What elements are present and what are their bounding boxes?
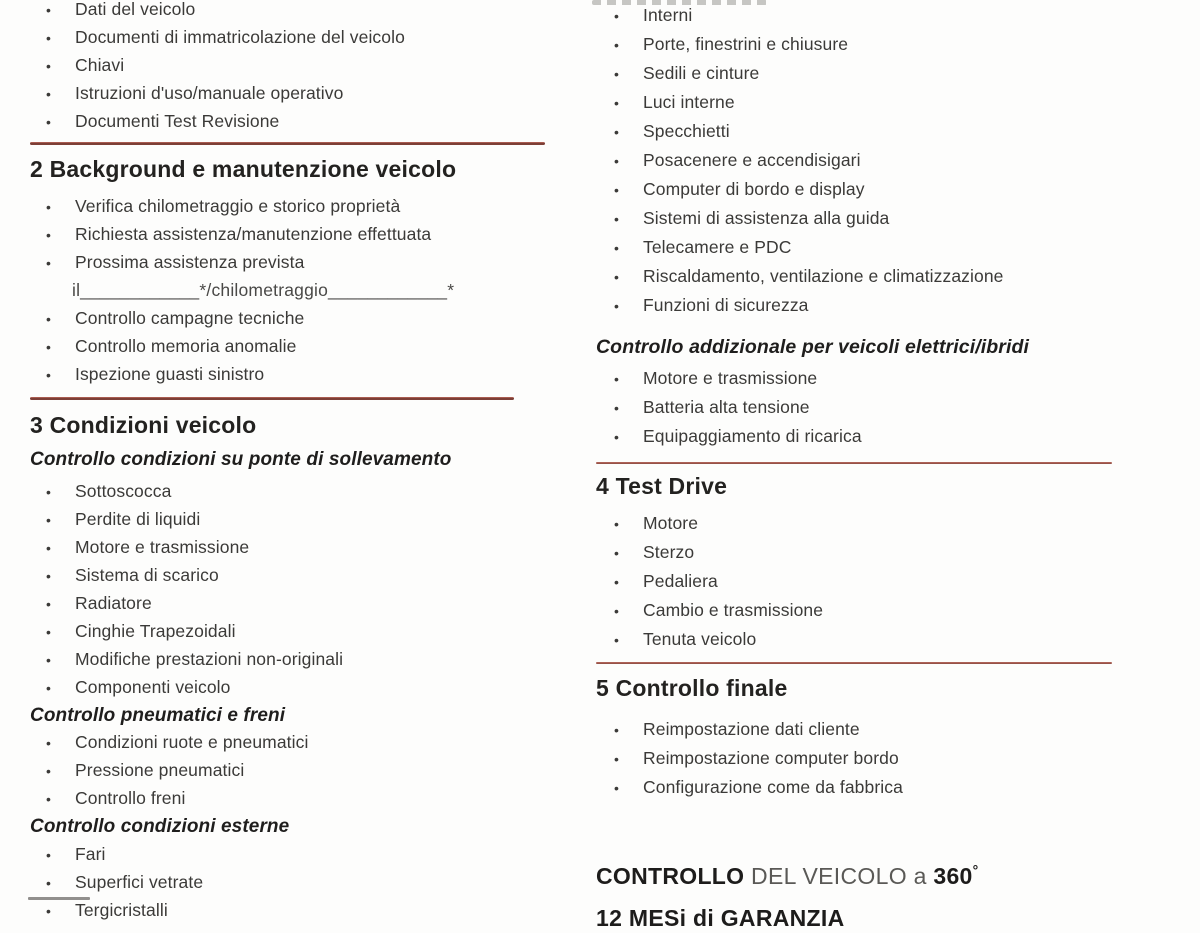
- left-column: [30, 0, 562, 925]
- section-heading-condizioni: 3 Condizioni veicolo: [30, 412, 257, 438]
- bullet-icon: •: [46, 735, 52, 751]
- list-item-label: Cinghie Trapezoidali: [75, 621, 236, 641]
- footer-garanzia: 12 MESi di GARANZIA: [596, 905, 845, 931]
- bullet-icon: •: [614, 722, 620, 738]
- bullet-icon: •: [614, 298, 620, 314]
- elettrici-list: [596, 364, 1144, 451]
- bullet-icon: •: [46, 2, 52, 18]
- list-item: [30, 562, 562, 590]
- list-item: [596, 59, 1144, 88]
- bullet-icon: •: [614, 400, 620, 416]
- section2-list-b: [30, 305, 562, 389]
- list-item: [596, 364, 1144, 393]
- list-item: [30, 333, 562, 361]
- section-heading-controllo-finale: 5 Controllo finale: [596, 675, 788, 701]
- bullet-icon: •: [614, 516, 620, 532]
- list-item: [30, 108, 562, 136]
- bullet-icon: •: [46, 114, 52, 130]
- list-item-label: Sistemi di assistenza alla guida: [643, 208, 890, 228]
- list-item-label: Batteria alta tensione: [643, 397, 810, 417]
- list-item: [30, 221, 562, 249]
- list-item: [30, 674, 562, 702]
- list-item-label: Chiavi: [75, 55, 125, 75]
- subsection-heading-ponte: Controllo condizioni su ponte di sollevamento: [30, 449, 452, 470]
- bullet-icon: •: [614, 240, 620, 256]
- list-item: [30, 0, 562, 24]
- list-item-label: Sistema di scarico: [75, 565, 219, 585]
- bullet-icon: •: [614, 37, 620, 53]
- list-item-label: Ispezione guasti sinistro: [75, 364, 265, 384]
- bullet-icon: •: [614, 751, 620, 767]
- bullet-icon: •: [46, 791, 52, 807]
- list-item-label: Richiesta assistenza/manutenzione effettuata: [75, 224, 432, 244]
- list-item: [596, 567, 1144, 596]
- section-divider: [596, 462, 1112, 464]
- subsection-heading-elettrici: Controllo addizionale per veicoli elettrici/ibridi: [596, 336, 1029, 358]
- list-item: [596, 117, 1144, 146]
- list-item-label: Motore: [643, 513, 699, 533]
- list-item-label: Motore e trasmissione: [75, 537, 250, 557]
- list-item: [30, 869, 562, 897]
- footer-bold-controllo: CONTROLLO: [596, 863, 745, 889]
- section-divider: [30, 397, 514, 400]
- section1-list: [30, 0, 562, 136]
- bullet-icon: •: [614, 545, 620, 561]
- list-item: [30, 646, 562, 674]
- bullet-icon: •: [46, 86, 52, 102]
- list-item: [30, 249, 562, 277]
- list-item-label: Pressione pneumatici: [75, 760, 245, 780]
- right-column: [596, 0, 1144, 933]
- list-item-label: Controllo campagne tecniche: [75, 308, 305, 328]
- list-item-label: Specchietti: [643, 121, 730, 141]
- bullet-icon: •: [46, 652, 52, 668]
- list-item-label: Sottoscocca: [75, 481, 172, 501]
- bullet-icon: •: [46, 30, 52, 46]
- bullet-icon: •: [614, 574, 620, 590]
- test-drive-list: [596, 509, 1144, 654]
- list-item: [30, 785, 562, 813]
- list-item: [30, 506, 562, 534]
- list-item-label: Interni: [643, 5, 693, 25]
- bullet-icon: •: [614, 429, 620, 445]
- list-item-label: Fari: [75, 844, 106, 864]
- list-item-label: Componenti veicolo: [75, 677, 231, 697]
- list-item-label: Telecamere e PDC: [643, 237, 792, 257]
- bullet-icon: •: [46, 624, 52, 640]
- bullet-icon: •: [614, 371, 620, 387]
- list-item: [596, 30, 1144, 59]
- list-item: [30, 52, 562, 80]
- list-item-label: Controllo memoria anomalie: [75, 336, 297, 356]
- section-heading-background: 2 Background e manutenzione veicolo: [30, 156, 457, 182]
- list-item: [596, 773, 1144, 802]
- footer-bold-360: 360: [933, 863, 973, 889]
- bullet-icon: •: [46, 568, 52, 584]
- list-item-label: Documenti Test Revisione: [75, 111, 280, 131]
- bullet-icon: •: [46, 847, 52, 863]
- list-item-label: Istruzioni d'uso/manuale operativo: [75, 83, 344, 103]
- list-item: [596, 175, 1144, 204]
- bullet-icon: •: [614, 95, 620, 111]
- bullet-icon: •: [614, 269, 620, 285]
- subsection-heading-esterne: Controllo condizioni esterne: [30, 816, 290, 837]
- list-item: [596, 204, 1144, 233]
- list-item-label: Funzioni di sicurezza: [643, 295, 809, 315]
- list-item: [596, 88, 1144, 117]
- list-item: [30, 193, 562, 221]
- list-item: [596, 538, 1144, 567]
- list-item: [596, 422, 1144, 451]
- list-item: [596, 625, 1144, 654]
- list-item-label: Tenuta veicolo: [643, 629, 757, 649]
- bullet-icon: •: [614, 632, 620, 648]
- esterne-list: [30, 841, 562, 925]
- bullet-icon: •: [614, 182, 620, 198]
- list-item-label: Condizioni ruote e pneumatici: [75, 732, 309, 752]
- bullet-icon: •: [614, 66, 620, 82]
- list-item: [30, 897, 562, 925]
- list-item-label: Verifica chilometraggio e storico proprietà: [75, 196, 401, 216]
- bullet-icon: •: [46, 227, 52, 243]
- ponte-list: [30, 478, 562, 702]
- list-item-label: Riscaldamento, ventilazione e climatizzazione: [643, 266, 1004, 286]
- list-item: [596, 291, 1144, 320]
- list-item-label: Sedili e cinture: [643, 63, 760, 83]
- list-item: [30, 757, 562, 785]
- list-item: [30, 24, 562, 52]
- bullet-icon: •: [614, 211, 620, 227]
- bullet-icon: •: [614, 124, 620, 140]
- list-item-label: Sterzo: [643, 542, 695, 562]
- list-item: [30, 534, 562, 562]
- list-item: [30, 618, 562, 646]
- list-item: [30, 729, 562, 757]
- bullet-icon: •: [46, 311, 52, 327]
- list-item: [596, 509, 1144, 538]
- bullet-icon: •: [46, 875, 52, 891]
- list-item-label: Porte, finestrini e chiusure: [643, 34, 849, 54]
- bullet-icon: •: [46, 484, 52, 500]
- bullet-icon: •: [614, 153, 620, 169]
- section-divider: [30, 142, 545, 145]
- degree-symbol: °: [972, 862, 979, 878]
- list-item-label: Perdite di liquidi: [75, 509, 201, 529]
- pneumatici-list: [30, 729, 562, 813]
- interni-list: [596, 1, 1144, 320]
- bullet-icon: •: [46, 199, 52, 215]
- list-item-label: Motore e trasmissione: [643, 368, 818, 388]
- list-item: [30, 361, 562, 389]
- bullet-icon: •: [46, 680, 52, 696]
- list-item: [596, 744, 1144, 773]
- subsection-heading-pneumatici: Controllo pneumatici e freni: [30, 705, 286, 726]
- footer-controllo-360: [596, 855, 1144, 891]
- list-item-label: Reimpostazione computer bordo: [643, 748, 899, 768]
- list-item-label: Superfici vetrate: [75, 872, 204, 892]
- list-item: [596, 146, 1144, 175]
- list-item: [30, 590, 562, 618]
- list-item: [596, 393, 1144, 422]
- bullet-icon: •: [46, 540, 52, 556]
- list-item-label: Dati del veicolo: [75, 0, 196, 19]
- list-item-label: Equipaggiamento di ricarica: [643, 426, 862, 446]
- list-item: [30, 305, 562, 333]
- list-item-label: Modifiche prestazioni non-originali: [75, 649, 344, 669]
- list-item: [596, 262, 1144, 291]
- list-item-label: Computer di bordo e display: [643, 179, 865, 199]
- list-item-label: Tergicristalli: [75, 900, 168, 920]
- section2-list-a: [30, 193, 562, 277]
- bullet-icon: •: [46, 903, 52, 919]
- list-item: [30, 80, 562, 108]
- bullet-icon: •: [614, 603, 620, 619]
- list-item-label: Configurazione come da fabbrica: [643, 777, 903, 797]
- bullet-icon: •: [46, 339, 52, 355]
- list-item-label: Documenti di immatricolazione del veicolo: [75, 27, 405, 47]
- bullet-icon: •: [46, 596, 52, 612]
- bullet-icon: •: [46, 367, 52, 383]
- list-item-label: Radiatore: [75, 593, 152, 613]
- list-item: [596, 715, 1144, 744]
- bullet-icon: •: [614, 8, 620, 24]
- list-item-label: Luci interne: [643, 92, 735, 112]
- controllo-finale-list: [596, 715, 1144, 802]
- list-item-label: Prossima assistenza prevista: [75, 252, 305, 272]
- list-item: [30, 841, 562, 869]
- list-item-label: Reimpostazione dati cliente: [643, 719, 860, 739]
- bullet-icon: •: [46, 58, 52, 74]
- list-item-label: Controllo freni: [75, 788, 186, 808]
- list-item: [596, 233, 1144, 262]
- footer-mid-text: DEL VEICOLO a: [744, 863, 934, 889]
- section-divider: [596, 662, 1112, 664]
- list-item: [596, 1, 1144, 30]
- bullet-icon: •: [46, 255, 52, 271]
- list-item-label: Posacenere e accendisigari: [643, 150, 861, 170]
- section-heading-test-drive: 4 Test Drive: [596, 473, 728, 499]
- list-item-label: Cambio e trasmissione: [643, 600, 824, 620]
- bullet-icon: •: [46, 512, 52, 528]
- list-item: [30, 478, 562, 506]
- fill-in-blanks-line: il____________*/chilometraggio____________*: [72, 280, 455, 300]
- list-item: [596, 596, 1144, 625]
- bullet-icon: •: [614, 780, 620, 796]
- bullet-icon: •: [46, 763, 52, 779]
- list-item-label: Pedaliera: [643, 571, 718, 591]
